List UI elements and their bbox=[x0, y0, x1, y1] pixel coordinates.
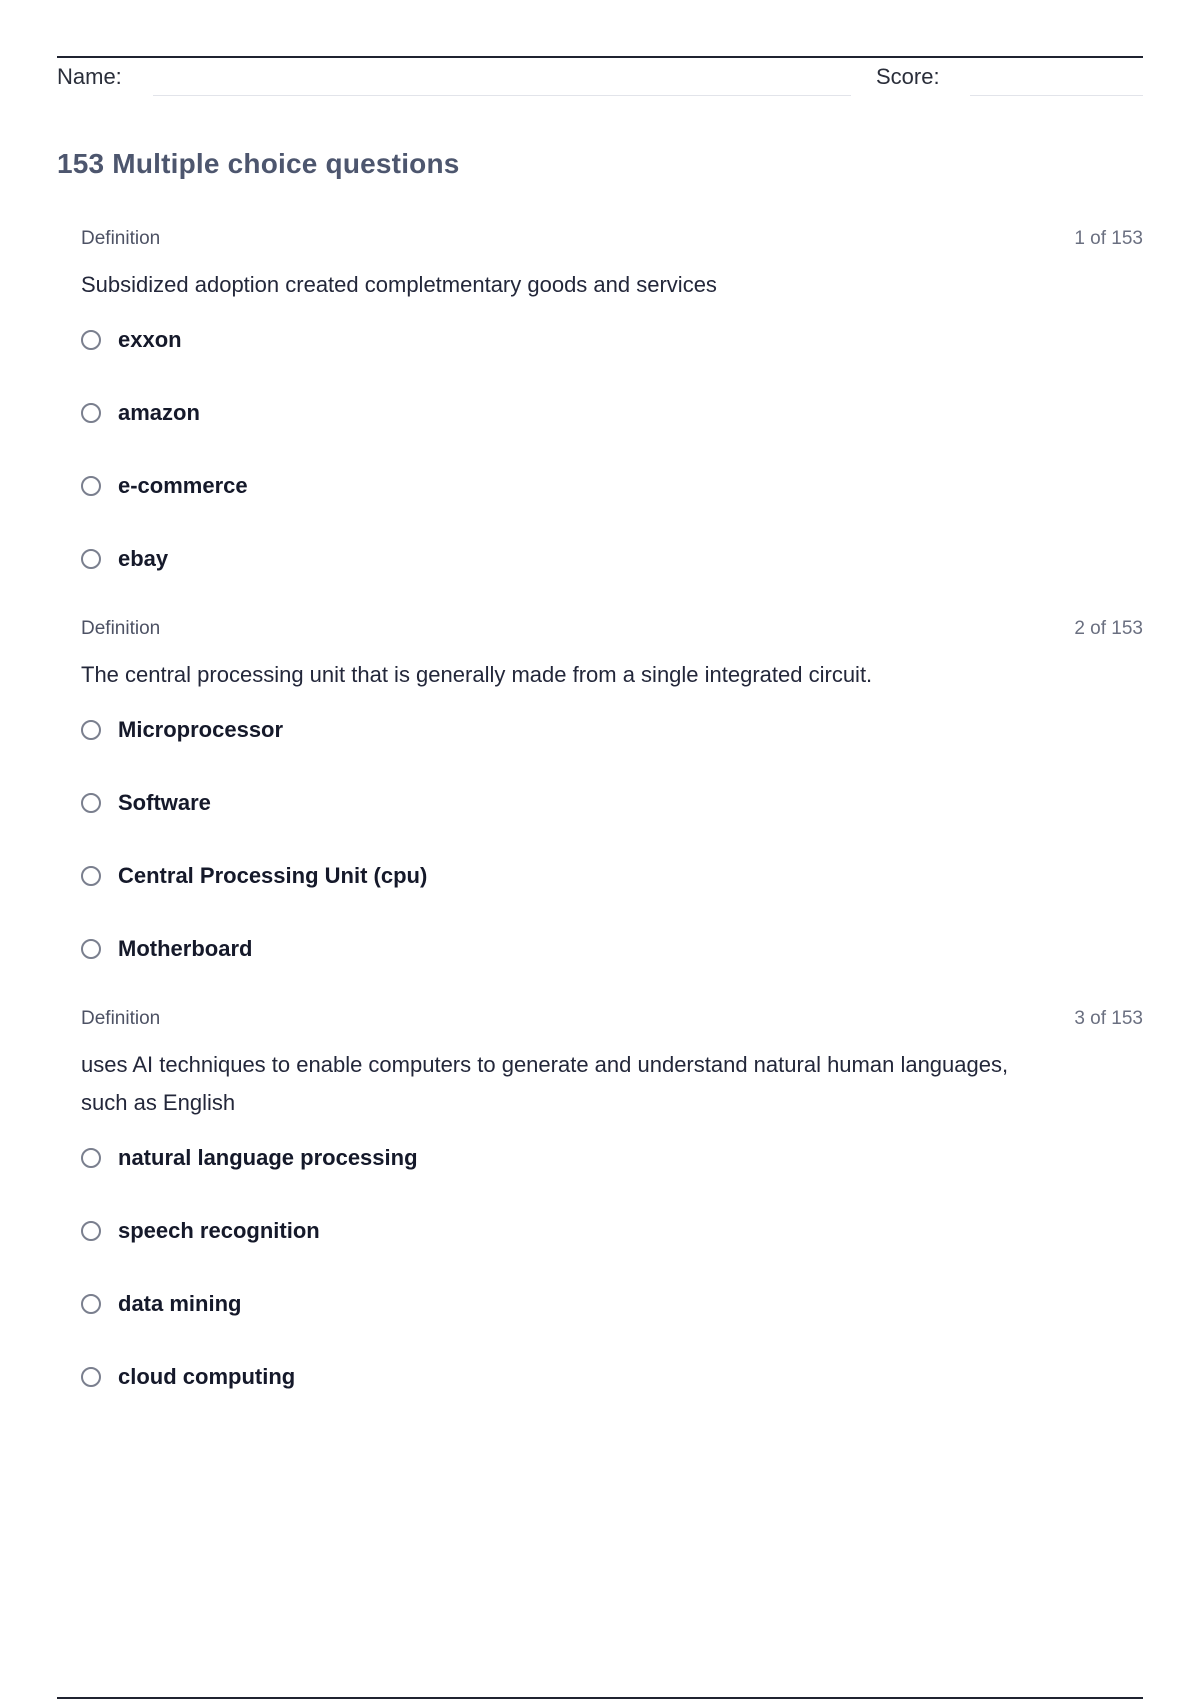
answer-option-label: Motherboard bbox=[118, 936, 253, 961]
question-type-label: Definition bbox=[81, 618, 161, 639]
radio-button-icon[interactable] bbox=[81, 549, 101, 569]
answer-option[interactable] bbox=[81, 326, 1081, 399]
answer-option[interactable] bbox=[81, 862, 1081, 935]
radio-button-icon[interactable] bbox=[81, 793, 101, 813]
radio-button-icon[interactable] bbox=[81, 476, 101, 496]
question-type-label: Definition bbox=[81, 228, 161, 249]
name-field-line[interactable] bbox=[153, 95, 851, 96]
score-label: Score: bbox=[876, 64, 940, 89]
answer-option[interactable] bbox=[81, 935, 1081, 1008]
section-title: 153 Multiple choice questions bbox=[57, 148, 460, 179]
answer-option-label: natural language processing bbox=[118, 1145, 418, 1170]
radio-button-icon[interactable] bbox=[81, 330, 101, 350]
radio-button-icon[interactable] bbox=[81, 720, 101, 740]
worksheet-page bbox=[57, 0, 1143, 1700]
question-counter: 3 of 153 bbox=[1074, 1008, 1143, 1029]
answer-option[interactable] bbox=[81, 716, 1081, 789]
answer-option-label: data mining bbox=[118, 1291, 242, 1316]
answer-option[interactable] bbox=[81, 472, 1081, 545]
answer-option-label: Software bbox=[118, 790, 211, 815]
bottom-divider bbox=[57, 1697, 1143, 1699]
radio-button-icon[interactable] bbox=[81, 866, 101, 886]
answer-option-label: exxon bbox=[118, 327, 182, 352]
answer-option[interactable] bbox=[81, 1363, 1081, 1436]
top-divider bbox=[57, 56, 1143, 58]
answer-option-label: amazon bbox=[118, 400, 200, 425]
answer-option-label: e-commerce bbox=[118, 473, 248, 498]
answer-option[interactable] bbox=[81, 1290, 1081, 1363]
question-type-label: Definition bbox=[81, 1008, 161, 1029]
question-prompt: Subsidized adoption created completmentary goods and services bbox=[81, 272, 717, 297]
radio-button-icon[interactable] bbox=[81, 1367, 101, 1387]
answer-options bbox=[81, 716, 1081, 1008]
answer-option-label: cloud computing bbox=[118, 1364, 296, 1389]
radio-button-icon[interactable] bbox=[81, 1294, 101, 1314]
answer-option[interactable] bbox=[81, 399, 1081, 472]
answer-option[interactable] bbox=[81, 789, 1081, 862]
question-counter: 2 of 153 bbox=[1074, 618, 1143, 639]
answer-option-label: ebay bbox=[118, 546, 169, 571]
question-prompt: uses AI techniques to enable computers to generate and understand natural human languages, such as English bbox=[81, 1052, 1009, 1115]
answer-option-label: Central Processing Unit (cpu) bbox=[118, 863, 428, 888]
answer-options bbox=[81, 326, 1081, 618]
answer-option[interactable] bbox=[81, 1144, 1081, 1217]
answer-option-label: Microprocessor bbox=[118, 717, 284, 742]
answer-option[interactable] bbox=[81, 1217, 1081, 1290]
answer-option-label: speech recognition bbox=[118, 1218, 320, 1243]
radio-button-icon[interactable] bbox=[81, 1221, 101, 1241]
score-field-line[interactable] bbox=[970, 95, 1143, 96]
radio-button-icon[interactable] bbox=[81, 403, 101, 423]
answer-options bbox=[81, 1144, 1081, 1436]
radio-button-icon[interactable] bbox=[81, 1148, 101, 1168]
name-label: Name: bbox=[57, 64, 122, 89]
radio-button-icon[interactable] bbox=[81, 939, 101, 959]
question-prompt: The central processing unit that is generally made from a single integrated circuit. bbox=[81, 662, 873, 687]
student-header bbox=[57, 62, 1143, 98]
answer-option[interactable] bbox=[81, 545, 1081, 618]
question-counter: 1 of 153 bbox=[1074, 228, 1143, 249]
